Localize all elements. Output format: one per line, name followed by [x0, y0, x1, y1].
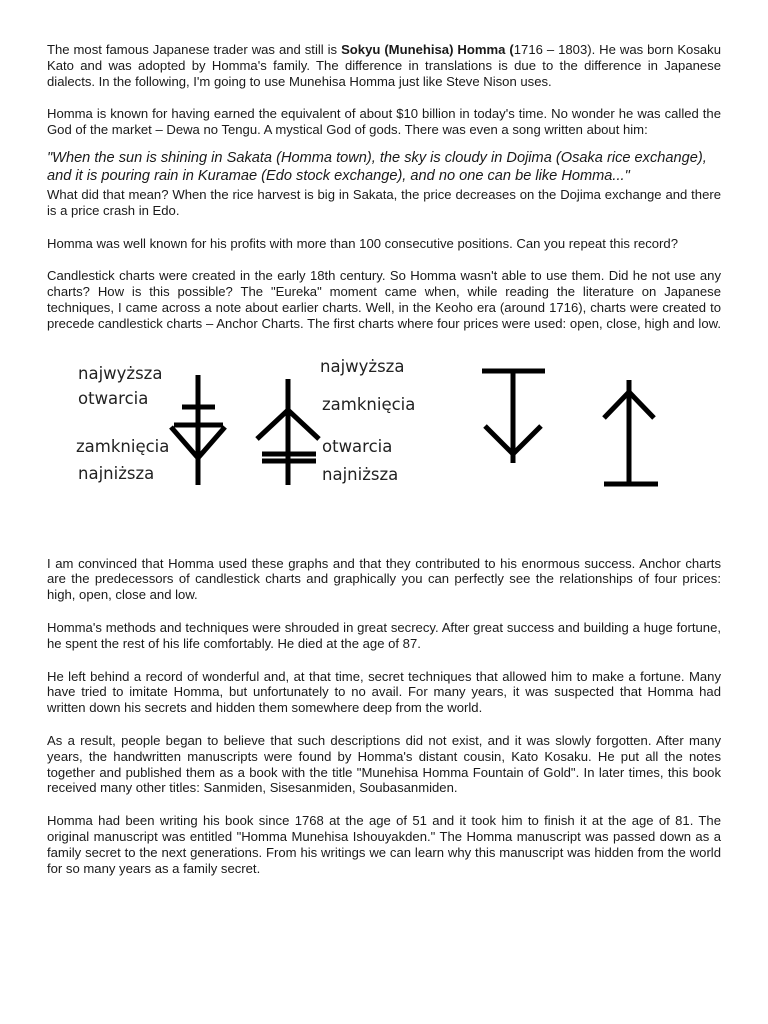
paragraph-book: Homma had been writing his book since 1768 at the age of 51 and it took him to finish it at the age of 81. The original manuscript was entitled "Homma Munehisa Ishouyakden." The Homma manuscript was passed down as a family secret to the next generations. From his writings we can learn why this manuscript was hidden from the world for so many years as a family secret. — [47, 813, 721, 876]
anchor-chart-figure — [47, 332, 721, 552]
left-label-close: zamknięcia — [76, 436, 170, 456]
paragraph-intro — [47, 42, 721, 89]
intro-text-cont: 1716 – 1803). He was born Kosaku Kato and was adopted by Homma's family. The difference in translations is due to the difference in Japanese dialects. In the following, I'm going to use Munehisa Homma just like Steve Nison uses. — [47, 42, 721, 89]
bullish-anchor-glyph-labeled — [257, 379, 319, 485]
intro-name-bold: Sokyu (Munehisa) Homma ( — [341, 42, 514, 57]
left-label-high: najwyższa — [78, 363, 163, 383]
document-body — [47, 42, 721, 893]
paragraph-manuscripts: As a result, people began to believe that such descriptions did not exist, and it was slowly forgotten. After many years, the handwritten manuscripts were found by Homma's distant cousin, Kato Kosaku. He put all the notes together and published them as a book with the title "Munehisa Homma Fountain of Gold". In later times, this book received many other titles: Sanmiden, Sisesanmiden, Soubasanmiden. — [47, 732, 721, 796]
paragraph-anchor-charts: Candlestick charts were created in the early 18th century. So Homma wasn't able to use them. Did he not use any charts? How is this possible? The "Eureka" moment came when, while reading the literature on Japanese techniques, I came across a note about earlier charts. Well, in the Keoho era (around 1716), charts were created to precede candlestick charts – Anchor Charts. The first charts where four prices were used: open, close, high and low. — [47, 268, 721, 331]
paragraph-earnings: Homma is known for having earned the equivalent of about $10 billion in today's time. No wonder he was called the God of the market – Dewa no Tengu. A mystical God of gods. There was even a song written about him: — [47, 106, 721, 138]
paragraph-meaning: What did that mean? When the rice harvest is big in Sakata, the price decreases on the Dojima exchange and there is a price crash in Edo. — [47, 186, 721, 218]
right-label-high: najwyższa — [320, 356, 405, 376]
bearish-anchor-glyph — [482, 371, 545, 463]
intro-text: The most famous Japanese trader was and still is — [47, 42, 342, 57]
paragraph-secrecy: Homma's methods and techniques were shrouded in great secrecy. After great success and building a huge fortune, he spent the rest of his life comfortably. He died at the age of 87. — [47, 619, 721, 651]
bearish-anchor-glyph-labeled — [171, 375, 225, 485]
right-label-open: otwarcia — [322, 436, 393, 456]
bullish-anchor-glyph — [604, 380, 658, 484]
anchor-chart-drawing — [47, 332, 721, 552]
song-quote: "When the sun is shining in Sakata (Homma town), the sky is cloudy in Dojima (Osaka rice exchange), and it is pouring rain in Kuramae (Edo stock exchange), and no one can be like Homma..." — [47, 149, 707, 184]
left-label-open: otwarcia — [78, 388, 149, 408]
right-label-low: najniższa — [322, 464, 399, 484]
right-label-close: zamknięcia — [322, 394, 416, 414]
paragraph-profits: Homma was well known for his profits with more than 100 consecutive positions. Can you repeat this record? — [47, 235, 678, 251]
paragraph-conviction: I am convinced that Homma used these graphs and that they contributed to his enormous success. Anchor charts are the predecessors of candlestick charts and graphically you can perfectly see the relationships of four prices: high, open, close and low. — [47, 555, 721, 603]
left-label-low: najniższa — [78, 463, 155, 483]
paragraph-legacy: He left behind a record of wonderful and, at that time, secret techniques that allowed him to make a fortune. Many have tried to imitate Homma, but unfortunately to no avail. For many years, it was suspected that Homma had written down his secrets and hidden them somewhere deep from the world. — [47, 668, 721, 716]
